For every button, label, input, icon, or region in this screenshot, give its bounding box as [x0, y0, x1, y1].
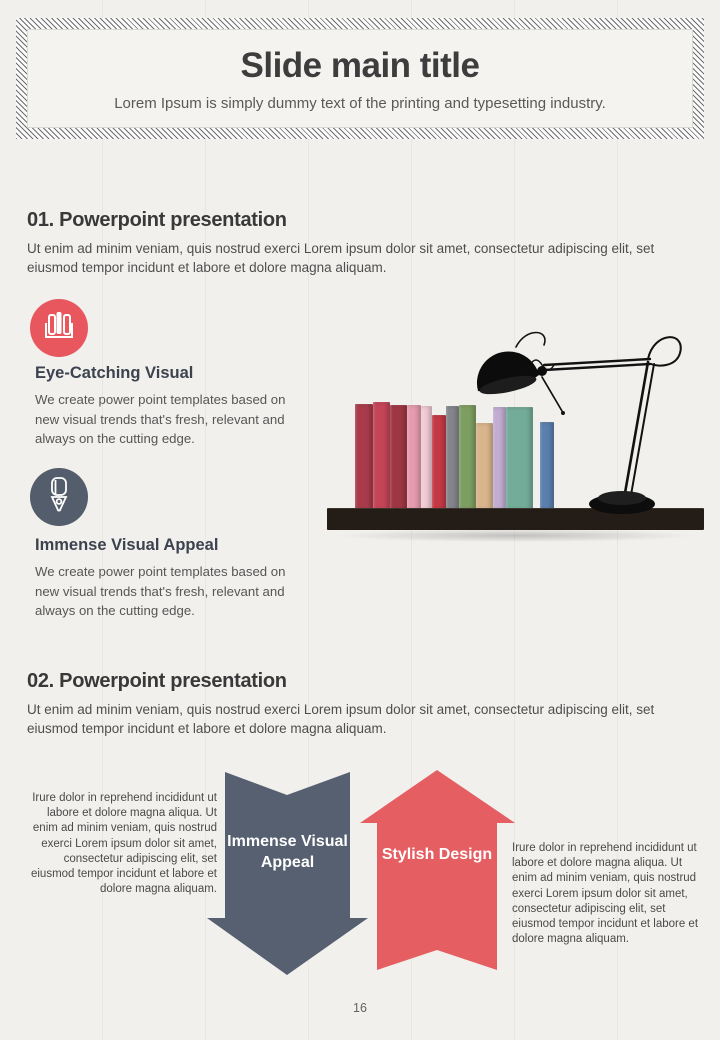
book-spine — [355, 404, 373, 510]
hatched-border — [16, 18, 704, 139]
header-panel — [27, 29, 693, 128]
down-arrow-shape — [207, 772, 368, 975]
feature-title-1: Eye-Catching Visual — [35, 364, 194, 382]
feature-text-2: We create power point templates based on new visual trends that's fresh, relevant and always on the cutting edge. — [35, 564, 286, 618]
book-spine — [446, 406, 459, 510]
book-spine — [432, 415, 446, 510]
up-arrow-label: Stylish Design — [381, 846, 493, 863]
section2-heading: 02. Powerpoint presentation — [27, 670, 287, 692]
page-number: 16 — [353, 1001, 367, 1015]
book-spine — [407, 405, 421, 510]
pen-icon — [42, 476, 76, 519]
page-subtitle: Lorem Ipsum is simply dummy text of the printing and typesetting industry. — [114, 94, 606, 112]
book-spine — [373, 402, 390, 510]
arrow-right-text: Irure dolor in reprehend incididunt ut labore et dolore magna aliqua. Ut enim ad minim veniam, quis nostrud exerci Lorem ipsum dolor sit amet, consectetur adipiscing elit, set eiusmod tempor incidunt et labore et dolore magna aliquam. — [512, 842, 699, 946]
book-spine — [390, 405, 407, 510]
shelf-shadow — [340, 529, 692, 542]
feature-title-2: Immense Visual Appeal — [35, 536, 219, 554]
book-spine — [421, 406, 432, 510]
page-title: Slide main title — [240, 45, 480, 85]
feature-text-1: We create power point templates based on new visual trends that's fresh, relevant and always on the cutting edge. — [35, 392, 286, 446]
section1-heading: 01. Powerpoint presentation — [27, 209, 287, 231]
feature-icon-2 — [30, 468, 88, 526]
bar-chart-icon — [42, 309, 76, 348]
up-arrow-shape — [360, 770, 515, 970]
feature-icon-1 — [30, 299, 88, 357]
arrow-left-text: Irure dolor in reprehend incididunt ut labore et dolore magna aliqua. Ut enim ad minim veniam, quis nostrud exerci Lorem ipsum dolor sit amet, consectetur adipiscing elit, set eiusmod tempor incidunt et labore et dolore magna aliquam. — [30, 792, 217, 896]
down-arrow-label: Immense Visual Appeal — [227, 833, 348, 871]
section1-body: Ut enim ad minim veniam, quis nostrud exerci Lorem ipsum dolor sit amet, consectetur adipiscing elit, set eiusmod tempor incidunt et labore et dolore magna aliquam. — [27, 241, 655, 275]
section2-body: Ut enim ad minim veniam, quis nostrud exerci Lorem ipsum dolor sit amet, consectetur adipiscing elit, set eiusmod tempor incidunt et labore et dolore magna aliquam. — [27, 702, 655, 736]
desk-lamp-illustration — [460, 325, 710, 525]
